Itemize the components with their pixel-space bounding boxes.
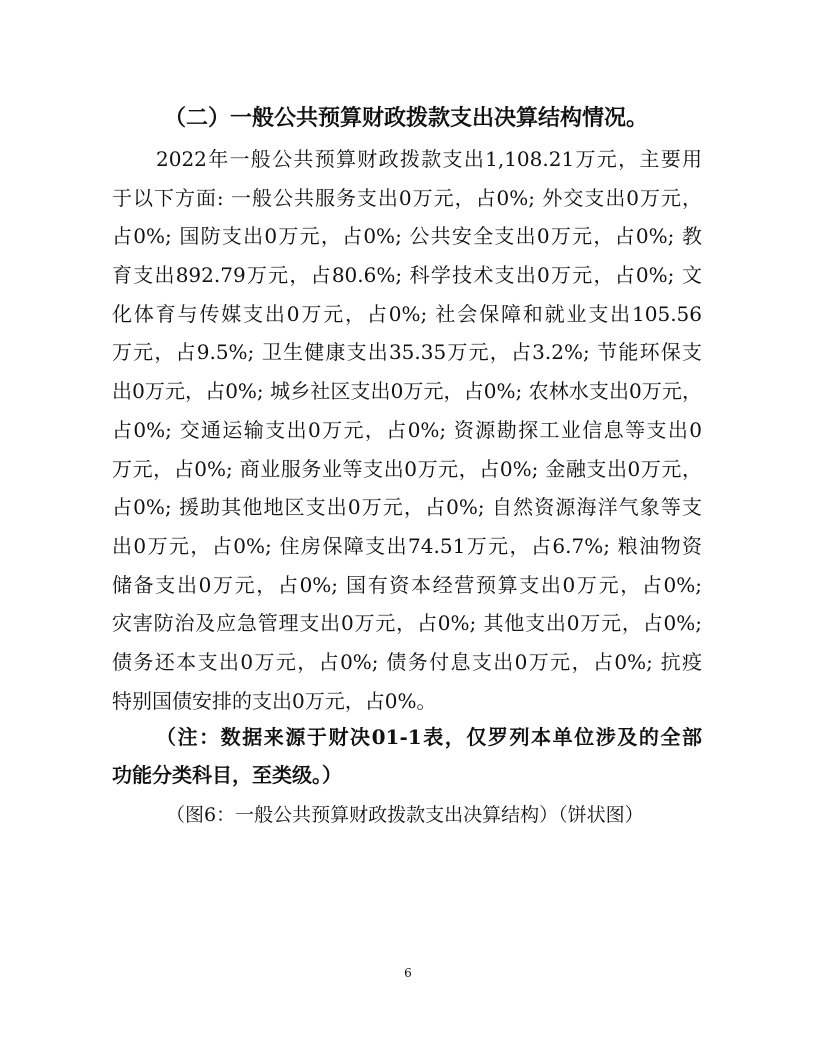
body-line: 育支出892.79万元，占80.6%; 科学技术支出0万元，占0%; 文 bbox=[112, 263, 702, 288]
body-line: 万元，占0%; 商业服务业等支出0万元，占0%; 金融支出0万元， bbox=[112, 456, 702, 481]
page-number: 6 bbox=[404, 966, 412, 980]
figure-caption: （图6：一般公共预算财政拨款支出决算结构）（饼状图） bbox=[166, 804, 644, 826]
section-heading: （二）一般公共预算财政拨款支出决算结构情况。 bbox=[164, 105, 649, 131]
body-paragraph bbox=[112, 140, 702, 720]
note-line: （注：数据来源于财决01-1表，仅罗列本单位涉及的全部 bbox=[156, 725, 702, 749]
body-line: 2022年一般公共预算财政拨款支出1,108.21万元，主要用 bbox=[156, 147, 702, 171]
note-line: 功能分类科目，至类级。） bbox=[112, 763, 342, 787]
body-line: 储备支出0万元，占0%; 国有资本经营预算支出0万元，占0%; bbox=[112, 572, 702, 597]
body-line: 占0%; 国防支出0万元，占0%; 公共安全支出0万元，占0%; 教 bbox=[112, 224, 702, 249]
body-line: 特别国债安排的支出0万元，占0%。 bbox=[112, 688, 437, 713]
body-line: 占0%; 交通运输支出0万元，占0%; 资源勘探工业信息等支出0 bbox=[112, 417, 702, 442]
body-line: 灾害防治及应急管理支出0万元，占0%; 其他支出0万元，占0%; bbox=[112, 611, 702, 636]
data-source-note bbox=[112, 718, 702, 794]
body-line: 出0万元，占0%; 城乡社区支出0万元，占0%; 农林水支出0万元， bbox=[112, 379, 702, 404]
body-line: 债务还本支出0万元，占0%; 债务付息支出0万元，占0%; 抗疫 bbox=[112, 649, 702, 674]
body-line: 于以下方面: 一般公共服务支出0万元，占0%; 外交支出0万元， bbox=[112, 185, 702, 210]
body-line: 占0%; 援助其他地区支出0万元，占0%; 自然资源海洋气象等支 bbox=[112, 495, 702, 520]
body-line: 化体育与传媒支出0万元，占0%; 社会保障和就业支出105.56 bbox=[112, 301, 702, 326]
body-line: 出0万元，占0%; 住房保障支出74.51万元，占6.7%; 粮油物资 bbox=[112, 533, 702, 558]
body-line: 万元，占9.5%; 卫生健康支出35.35万元，占3.2%; 节能环保支 bbox=[112, 340, 702, 365]
